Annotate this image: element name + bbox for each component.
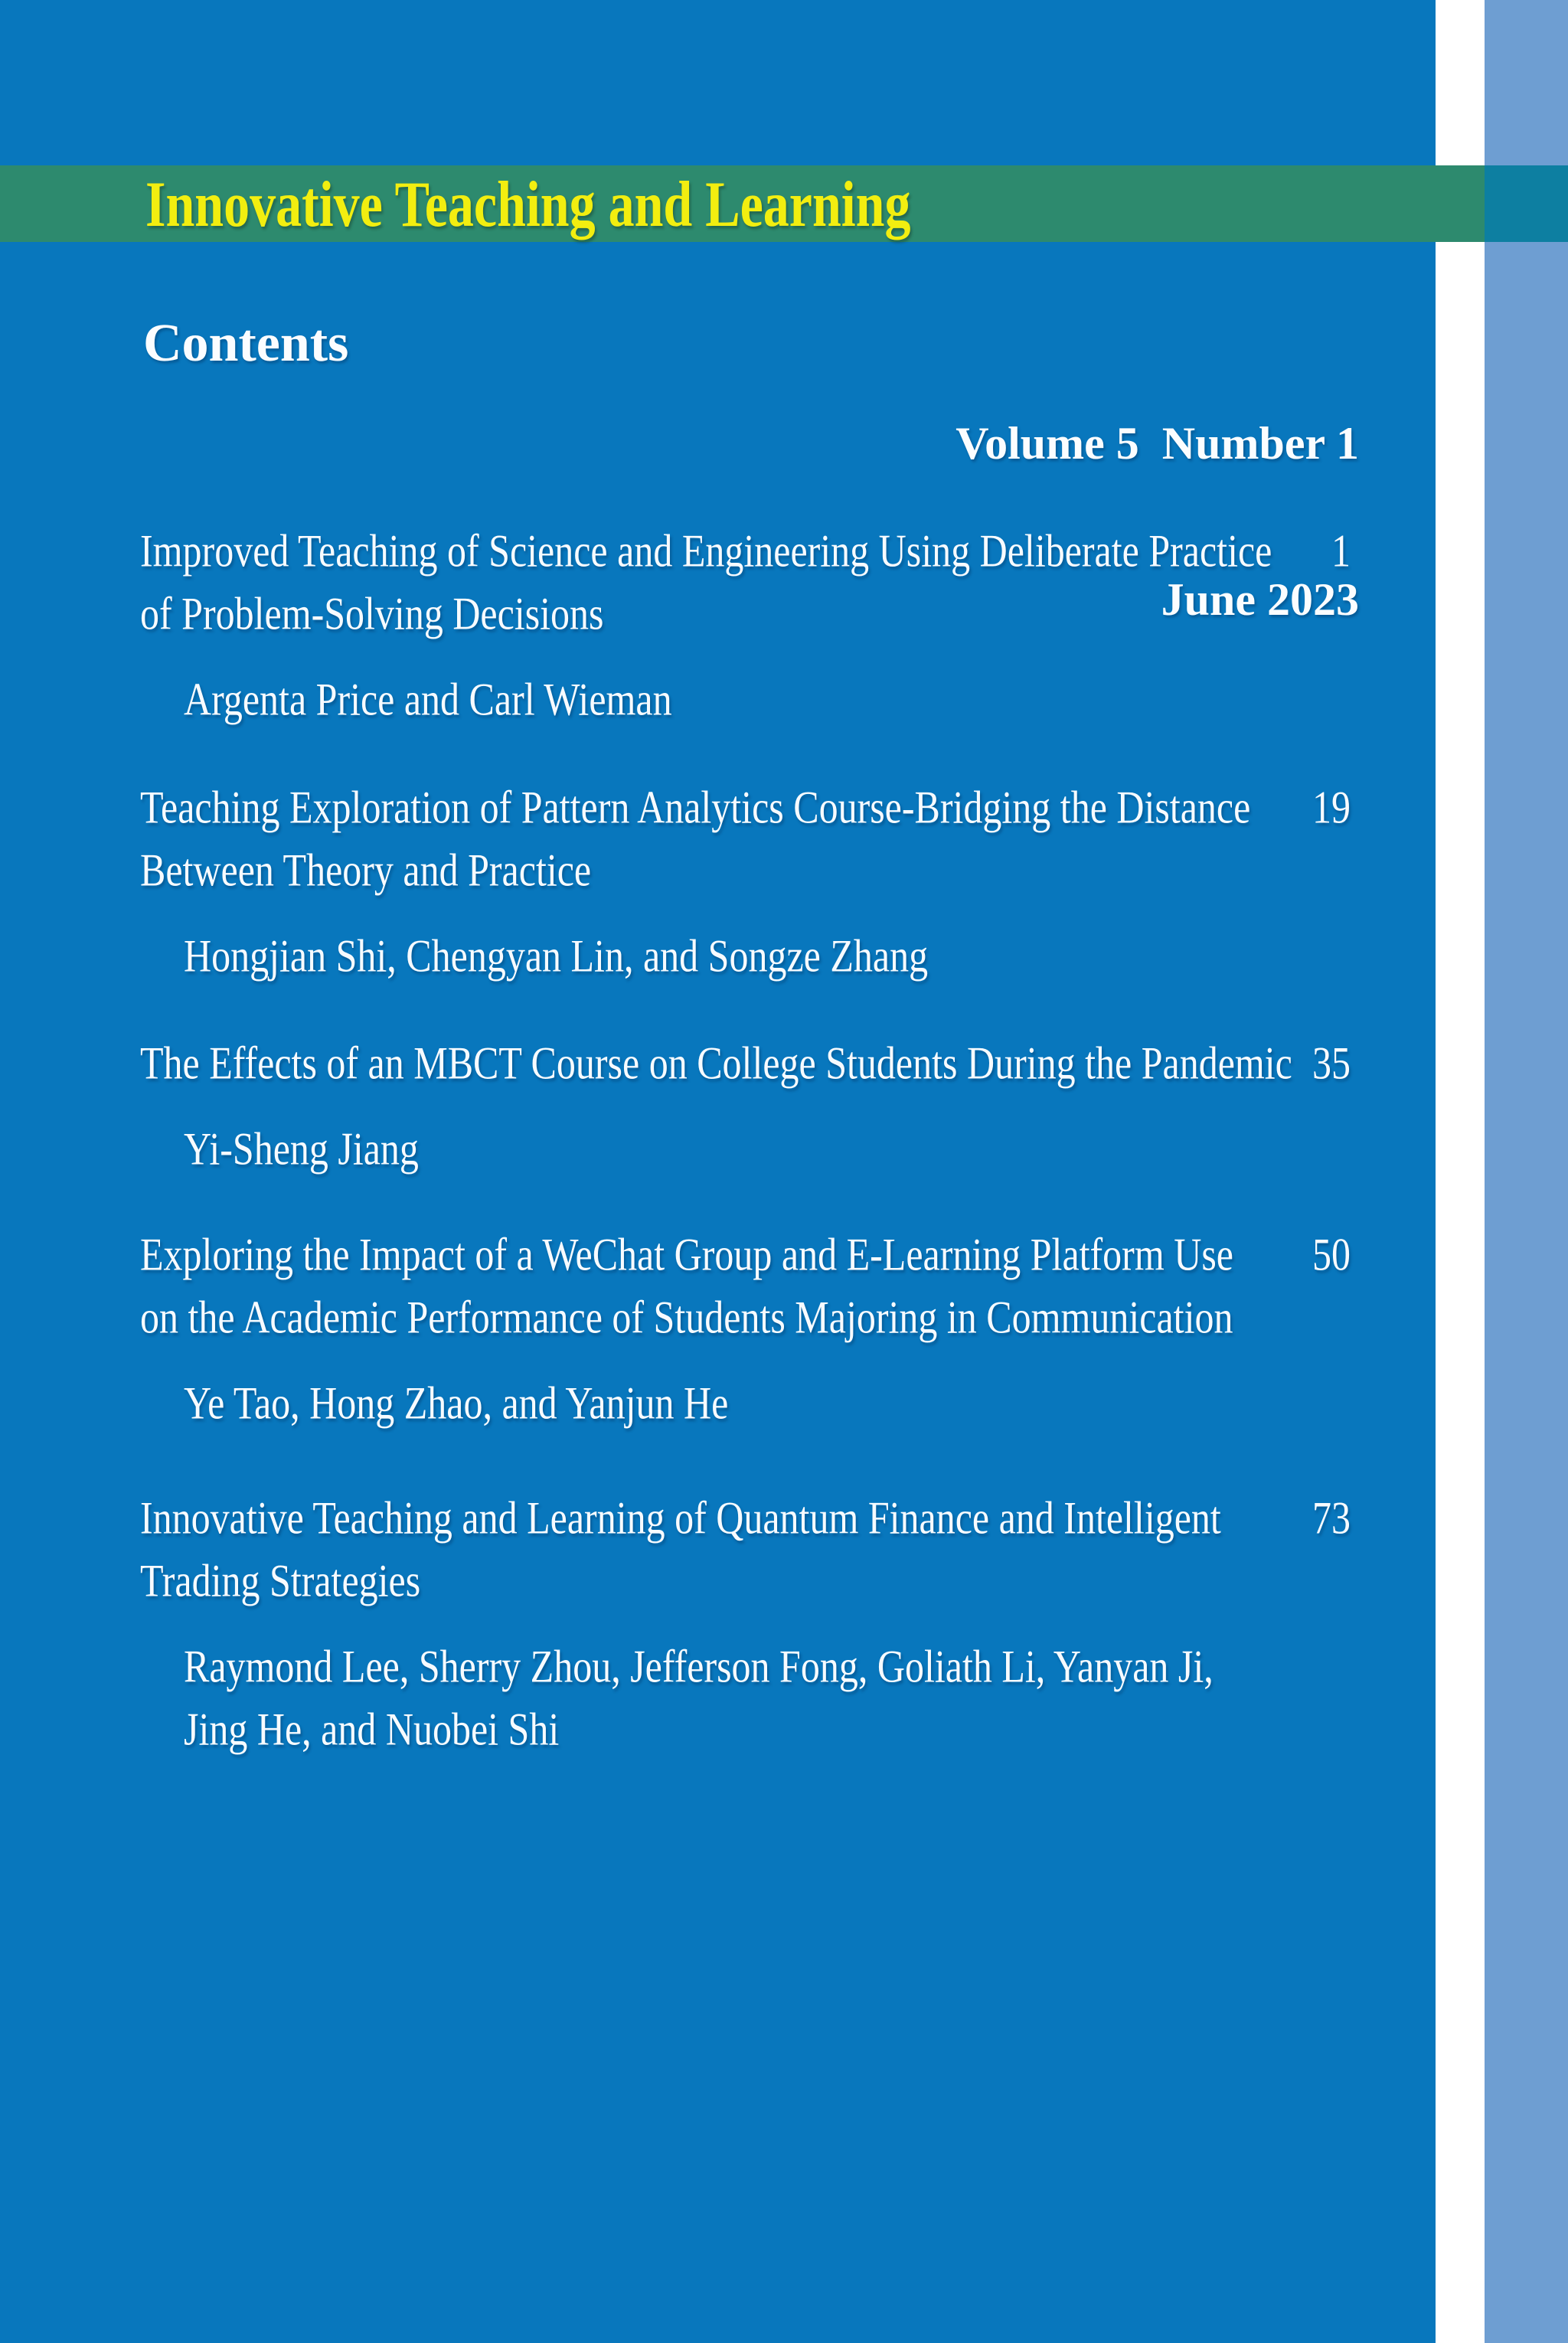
article-page-number: 19 [1312,781,1351,833]
article-title [140,776,1568,901]
article-authors-line: Raymond Lee, Sherry Zhou, Jefferson Fong, Goliath Li, Yanyan Ji, [184,1640,1214,1692]
article-page-number: 35 [1312,1037,1351,1089]
article-authors-line: Argenta Price and Carl Wieman [184,673,672,725]
article-authors-line: Yi-Sheng Jiang [184,1122,419,1175]
article-authors [140,924,1568,987]
article-authors [140,668,1568,730]
article-authors [140,1117,1568,1180]
article-title-line: The Effects of an MBCT Course on College Students During the Pandemic [140,1037,1292,1089]
article-title-line: of Problem-Solving Decisions [140,587,604,639]
toc-entry-3 [140,1031,1568,1180]
article-authors-line: Ye Tao, Hong Zhao, and Yanjun He [184,1377,729,1429]
article-title [140,1486,1568,1612]
article-title-line: Teaching Exploration of Pattern Analytics Course-Bridging the Distance [140,781,1251,833]
issue-volume-number: Volume 5 Number 1 [956,418,1359,469]
article-authors-line: Jing He, and Nuobei Shi [184,1703,560,1755]
toc-entry-4 [140,1223,1568,1434]
banner-teal-segment [1485,165,1568,242]
article-page-number: 50 [1312,1228,1351,1280]
article-title-line: Between Theory and Practice [140,844,592,896]
article-title [140,1031,1568,1094]
article-authors [140,1371,1568,1434]
article-authors-line: Hongjian Shi, Chengyan Lin, and Songze Zhang [184,930,929,982]
article-title [140,519,1568,645]
toc-entry-5 [140,1486,1568,1760]
article-authors [140,1635,1568,1760]
article-title-line: Innovative Teaching and Learning of Quantum Finance and Intelligent [140,1492,1221,1544]
article-title-line: on the Academic Performance of Students Majoring in Communication [140,1291,1233,1343]
article-page-number: 1 [1331,524,1351,577]
article-title-line: Improved Teaching of Science and Engineering Using Deliberate Practice [140,524,1272,577]
journal-title: Innovative Teaching and Learning [145,167,911,240]
issue-date: June 2023 [1161,574,1359,625]
toc-entry-2 [140,776,1568,987]
toc-entry-1 [140,519,1568,730]
article-page-number: 73 [1312,1492,1351,1544]
article-title-line: Exploring the Impact of a WeChat Group and E-Learning Platform Use [140,1228,1233,1280]
contents-heading: Contents [143,314,349,373]
article-title-line: Trading Strategies [140,1554,421,1606]
journal-title-banner [0,165,1568,242]
article-title [140,1223,1568,1348]
